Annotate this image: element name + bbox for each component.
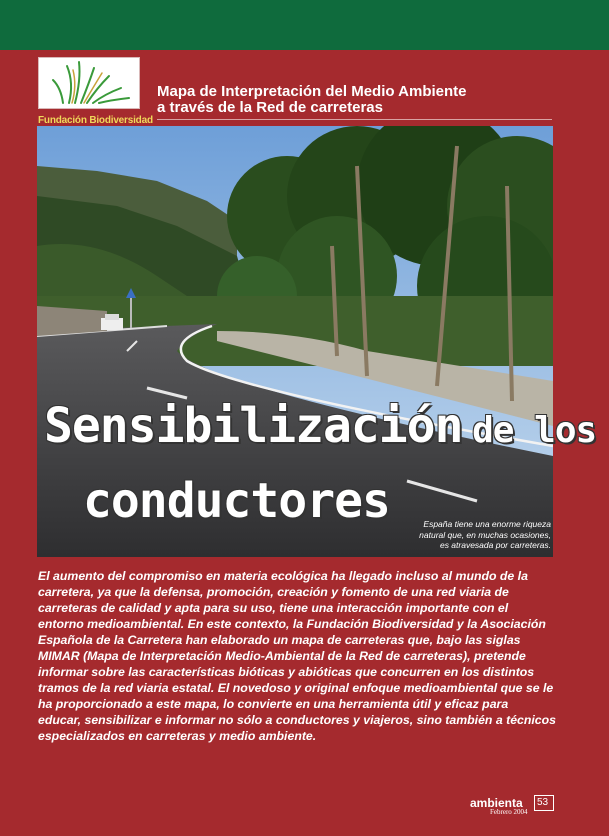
feature-title-line-2: conductores	[83, 473, 390, 529]
headline-line-2: a través de la Red de carreteras	[157, 99, 383, 116]
feature-title-word-2: de los	[472, 410, 597, 451]
article-line: tramos de la red viaria estatal. El novedoso y original enfoque medioambiental que se le	[38, 681, 554, 695]
headline	[157, 84, 467, 116]
article-line: entorno medioambiental. En este contexto, la Fundación Biodiversidad y la Asociación	[38, 617, 546, 631]
article-line: MIMAR (Mapa de Interpretación Medio-Ambiental de la Red de carreteras), pretende	[38, 649, 526, 663]
article-line: carreteras de calidad y apta para su uso, tiene una interacción importante con el	[38, 601, 509, 615]
foundation-logo	[38, 57, 140, 109]
magazine-name: ambienta	[470, 796, 523, 810]
article-line: Española de la Carretera han elaborado un mapa de carreteras que, bajo las siglas	[38, 633, 521, 647]
article-line: especializados en carreteras y medio ambiente.	[38, 729, 317, 743]
feature-title-word-1: Sensibilización	[44, 398, 463, 454]
article-line: carretera, ya que la defensa, promoción, creación y fomento de una red viaria de	[38, 585, 509, 599]
article-line: educar, sensibilizar e informar no sólo a conductores y viajeros, sino también a técnicos	[38, 713, 557, 727]
photo-caption-line: natural que, en muchas ocasiones,	[419, 529, 551, 540]
headline-divider	[157, 119, 552, 120]
headline-line-1: Mapa de Interpretación del Medio Ambiente	[157, 83, 467, 100]
photo-caption-line: es atravesada por carreteras.	[439, 540, 551, 550]
photo-caption-line: España tiene una enorme riqueza	[423, 519, 551, 529]
article-body	[38, 568, 558, 744]
article-line: El aumento del compromiso en materia ecológica ha llegado incluso al mundo de la	[38, 569, 528, 583]
issue-date: Febrero 2004	[490, 808, 528, 816]
photo-caption	[401, 519, 551, 551]
article-line: ha proporcionado a este mapa, lo convierte en una herramienta útil y eficaz para	[38, 697, 509, 711]
article-line: informar sobre las características bióticas y abióticas que concurren en los distintos	[38, 665, 535, 679]
grass-logo-icon	[39, 58, 139, 108]
feature-title-line-1	[44, 398, 596, 454]
foundation-logo-text: Fundación Biodiversidad	[38, 115, 153, 126]
top-bar	[0, 0, 609, 50]
page-number: 53	[537, 797, 549, 808]
